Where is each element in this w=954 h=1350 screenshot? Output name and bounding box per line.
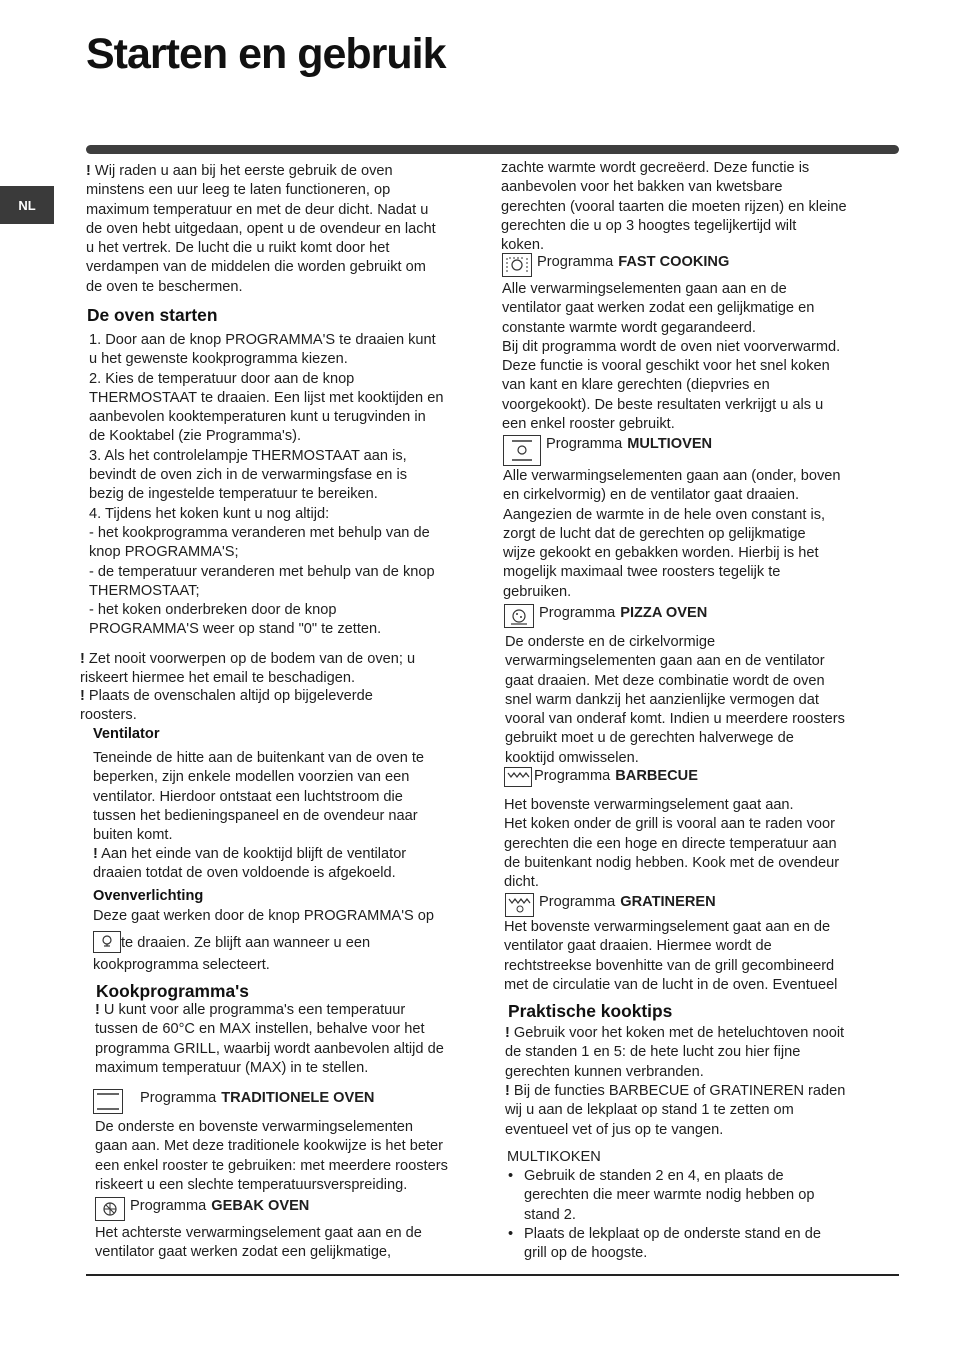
programs-intro-text: U kunt voor alle programma's een temperatuur tussen de 60°C en MAX instellen, behalve voor het programma GRILL, waarbij wordt aanbevolen altijd de maximum temperatuur (MAX) in te stellen.: [95, 1002, 444, 1076]
program-name: MULTIOVEN: [627, 436, 713, 452]
language-tab: NL: [0, 186, 54, 224]
light-line-2: [93, 931, 370, 953]
tip-1: [505, 1024, 895, 1082]
warning-racks-text: Plaats de ovenschalen altijd op bijgeleverde roosters.: [80, 688, 373, 724]
gratineren-text: Het bovenste verwarmingselement gaat aan en de ventilator gaat draaien. Hiermee wordt de rechtstreekse bovenhitte van de grill gecombineerd met de circulatie van de lucht in de oven. Eventueel: [504, 919, 838, 993]
fast-cooking-icon: [502, 253, 532, 277]
fan-heading: Ventilator: [93, 726, 160, 742]
program-name: GEBAK OVEN: [211, 1198, 310, 1214]
gebak-continued: zachte warmte wordt gecreëerd. Deze functie is aanbevolen voor het bakken van kwetsbare gerechten (vooral taarten die moeten rijzen) en kleine gerechten die u op 3 hoogtes tegelijkertijd wilt koken.: [501, 160, 847, 254]
program-label: Programma: [534, 768, 611, 784]
program-fast-cooking: [502, 253, 729, 277]
program-gratineren: [505, 893, 716, 917]
list-item: • Plaats de lekplaat op de onderste stand en de grill op de hoogste.: [506, 1225, 886, 1264]
warning-mark: !: [95, 1002, 100, 1018]
program-label: Programma: [546, 436, 623, 452]
page-title: Starten en gebruik: [86, 30, 446, 78]
tip-2-text: Bij de functies BARBECUE of GRATINEREN raden wij u aan de lekplaat op stand 1 te zetten om eventueel vet of jus op te vangen.: [505, 1083, 846, 1138]
program-name: BARBECUE: [615, 768, 698, 784]
fan-warning: [93, 845, 473, 884]
tip-1-text: Gebruik voor het koken met de heteluchtoven nooit de standen 1 en 5: de hete lucht zou hier fijne gerechten kunnen verbranden.: [505, 1025, 845, 1080]
warning-bottom: [80, 650, 470, 689]
program-label: Programma: [537, 254, 614, 270]
program-label: Programma: [539, 605, 616, 621]
programs-heading: Kookprogramma's: [96, 981, 249, 1001]
multikoken-label: MULTIKOKEN: [507, 1149, 601, 1165]
program-name: TRADITIONELE OVEN: [221, 1090, 375, 1106]
light-text-2: te draaien. Ze blijft aan wanneer u een: [121, 935, 371, 951]
barbecue-text: Het bovenste verwarmingselement gaat aan. Het koken onder de grill is vooral aan te raden voor gerechten die een hoge en directe temperatuur aan de buitenkant nodig hebben. Kook met de ovendeur dicht.: [504, 797, 840, 891]
program-pizza: [504, 604, 707, 628]
warning-mark: !: [80, 651, 85, 667]
warning-mark: !: [93, 846, 98, 862]
program-label: Programma: [539, 894, 616, 910]
intro-text: Wij raden u aan bij het eerste gebruik de oven minstens een uur leeg te laten functioneren, op maximum temperatuur en met de deur dicht. Nadat u de oven hebt uitgedaan, opent u de ovendeur en lacht u het vertrek. De lucht die u ruikt komt door het verdampen van de middelen die worden gebruikt om de oven te beschermen.: [86, 163, 436, 295]
program-name: GRATINEREN: [620, 894, 716, 910]
start-heading: De oven starten: [87, 305, 218, 325]
program-label: Programma: [140, 1090, 217, 1106]
light-text-1: Deze gaat werken door de knop PROGRAMMA'S op: [93, 908, 435, 924]
barbecue-icon: [504, 767, 532, 787]
program-name: PIZZA OVEN: [620, 605, 708, 621]
program-name: FAST COOKING: [618, 254, 730, 270]
fan-text: Teneinde de hitte aan de buitenkant van de oven te beperken, zijn enkele modellen voorzien van een ventilator. Hierdoor ontstaat een luchtstroom die tussen het bedieningspaneel en de ovendeur naar buiten komt.: [93, 750, 425, 844]
multioven-text: Alle verwarmingselementen gaan aan (onder, boven en cirkelvormig) en de ventilator gaat draaien. Aangezien de warmte in de hele oven constant is, zorgt de lucht dat de gerechten op gelijkmatige wijze gekookt en gebakken worden. Hierbij is het mogelijk maximaal twee roosters tegelijk te gebruiken.: [503, 468, 841, 600]
traditional-text: De onderste en bovenste verwarmingselementen gaan aan. Met deze traditionele kookwijze is het beter een enkel rooster te gebruiken: met meerdere roosters riskeert u een slechte temperatuursverspreiding.: [95, 1119, 448, 1193]
warning-racks: [80, 687, 470, 726]
tips-heading: Praktische kooktips: [508, 1001, 673, 1021]
program-label: Programma: [130, 1198, 207, 1214]
light-text-3: kookprogramma selecteert.: [93, 957, 270, 973]
warning-mark: !: [86, 163, 91, 179]
warning-mark: !: [505, 1083, 510, 1099]
program-multioven: [503, 435, 712, 466]
warning-mark: !: [80, 688, 85, 704]
gebak-text: Het achterste verwarmingselement gaat aan en de ventilator gaat werken zodat een gelijkmatige,: [95, 1225, 422, 1261]
fast-cooking-text: Alle verwarmingselementen gaan aan en de ventilator gaat werken zodat een gelijkmatige en constante warmte wordt gegarandeerd. Bij dit programma wordt de oven niet voorverwarmd. Deze functie is vooral geschikt voor het snel koken van kant en klare gerechten (diepvries en voorgekookt). De beste resultaten verkrijgt u als u een enkel rooster gebruikt.: [502, 281, 841, 433]
pastry-oven-icon: [95, 1197, 125, 1221]
tip-2: [505, 1082, 895, 1140]
programs-intro: [95, 1001, 475, 1078]
header-rule: [86, 145, 899, 154]
start-steps: 1. Door aan de knop PROGRAMMA'S te draaien kunt u het gewenste kookprogramma kiezen. 2. Kies de temperatuur door aan de knop THERMOSTAAT te draaien. Een lijst met kooktijden en aanbevolen kooktemperaturen kunt u terugvinden in de Kooktabel (zie Programma's). 3. Als het controlelampje THERMOSTAAT aan is, bevindt de oven zich in de verwarmingsfase en is bezig de ingestelde temperatuur te bereiken. 4. Tijdens het koken kunt u nog altijd: - het kookprogramma veranderen met behulp van de knop PROGRAMMA'S; - de temperatuur veranderen met behulp van de knop THERMOSTAAT; - het koken onderbreken door de knop PROGRAMMA'S weer op stand "0" te zetten.: [89, 332, 444, 638]
multioven-icon: [503, 435, 541, 466]
traditional-oven-icon: [93, 1089, 123, 1114]
program-barbecue: [504, 767, 698, 787]
list-item: • Gebruik de standen 2 en 4, en plaats de gerechten die meer warmte nodig hebben op stand 2.: [506, 1167, 886, 1225]
gratineren-icon: [505, 893, 534, 917]
program-traditional: [93, 1089, 374, 1114]
intro-paragraph: [86, 162, 476, 297]
pizza-text: De onderste en de cirkelvormige verwarmingselementen gaan aan en de ventilator gaat draaien. Met deze combinatie wordt de oven snel warm dankzij het aanzienlijke vermogen dat vooral van onderaf komt. Indien u meerdere roosters gebruikt moet u de gerechten halverwege de kooktijd omwisselen.: [505, 634, 845, 766]
lamp-icon: [93, 931, 121, 953]
pizza-oven-icon: [504, 604, 534, 628]
program-gebak: [95, 1197, 309, 1221]
multikoken-list: [506, 1167, 886, 1263]
light-heading: Ovenverlichting: [93, 888, 204, 904]
fan-warning-text: Aan het einde van de kooktijd blijft de ventilator draaien totdat de oven voldoende is afgekoeld.: [93, 846, 407, 882]
warning-mark: !: [505, 1025, 510, 1041]
warning-bottom-text: Zet nooit voorwerpen op de bodem van de oven; u riskeert hiermee het email te beschadigen.: [80, 651, 416, 687]
footer-rule: [86, 1274, 899, 1276]
